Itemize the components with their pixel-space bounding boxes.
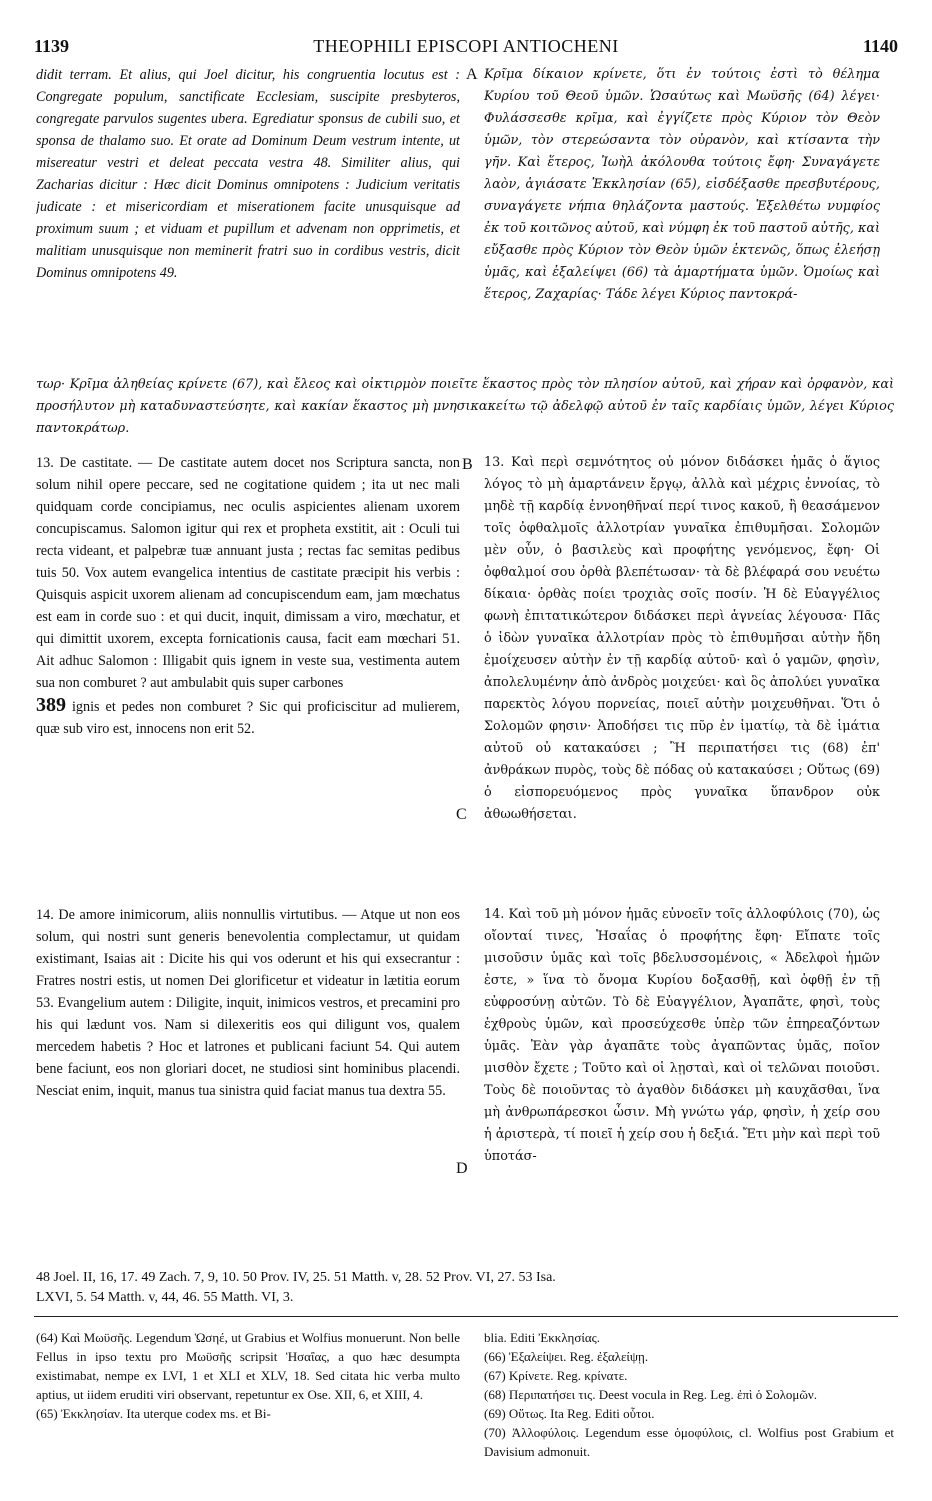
- greek-full-text: τωρ· Κρῖμα ἀληθείας κρίνετε (67), καὶ ἔλεος καὶ οἰκτιρμὸν ποιεῖτε ἕκαστος πρὸς τὸν πλησίον αὐτοῦ, καὶ χήραν καὶ ὀρφανὸν, καὶ προσήλυτον μὴ καταδυναστεύσητε, καὶ κακίαν ἕκαστος μὴ μνησικακείτω τῷ ἀδελφῷ αὐτοῦ ἐν ταῖς καρδίαις ὑμῶν, λέγει Κύριος παντοκράτωρ.: [36, 377, 894, 436]
- footnotes-left: [36, 1328, 460, 1488]
- footnote-66: (66) Ἐξαλείψει. Reg. ἐξαλείψῃ.: [484, 1349, 649, 1364]
- latin-section-14: [36, 904, 460, 1244]
- marker-d: D: [456, 1160, 468, 1177]
- running-title: THEOPHILI EPISCOPI ANTIOCHENI: [313, 36, 619, 56]
- greek-top-text: Κρῖμα δίκαιον κρίνετε, ὅτι ἐν τούτοις ἐστὶ τὸ θέλημα Κυρίου τοῦ Θεοῦ ὑμῶν. Ὡσαύτως καὶ Μωϋσῆς (64) λέγει· Φυλάσσεσθε κρῖμα, καὶ ἐγγίζετε πρὸς Κύριον τὸν Θεὸν ὑμῶν, τὸν στερεώσαντα τὸν οὐρανὸν, καὶ κτίσαντα τὴν γῆν. Καὶ ἕτερος, Ἰωὴλ ἀκόλουθα τούτοις ἔφη· Συναγάγετε λαὸν, ἁγιάσατε Ἐκκλησίαν (65), εἰσδέξασθε πρεσβυτέρους, συναγάγετε νήπια θηλάζοντα μαστούς. Ἐξελθέτω νυμφίος ἐκ τοῦ κοιτῶνος αὐτοῦ, καὶ νύμφη ἐκ τοῦ παστοῦ αὐτῆς, καὶ εὔξασθε πρὸς Κύριον τὸν Θεὸν ὑμῶν ἐκτενῶς, ὅπως ἐλεήσῃ ὑμᾶς, καὶ ἐξαλείψει (66) τὰ ἁμαρτήματα ὑμῶν. Ὁμοίως καὶ ἕτερος, Ζαχαρίας· Τάδε λέγει Κύριος παντοκρά-: [484, 67, 880, 302]
- latin-section-13: [36, 452, 460, 872]
- footnotes-right: [484, 1328, 894, 1488]
- footnote-68: (68) Περιπατήσει τις. Deest vocula in Reg. Leg. ἐπὶ ὁ Σολομῶν.: [484, 1387, 818, 1402]
- right-page-number: 1140: [862, 36, 898, 56]
- scripture-references: [36, 1268, 896, 1308]
- running-header: [34, 36, 898, 60]
- greek-column-top: [484, 64, 880, 374]
- greek-section-14: [484, 904, 880, 1244]
- footnote-64: (64) Καὶ Μωϋσῆς. Legendum Ὡσηέ, ut Grabius et Wolfius monuerunt. Non belle Fellus in ipso textu pro Μωϋσῆς scripsit Ἡσαΐας, a quo hæc desumpta existimabat, nempe ex LVI, 1 et XLI et XLV, 18. Sed citata hic verba multo aptius, ut iidem eruditi viri observant, repetuntur ex Ose. XII, 6, et XIII, 4.: [36, 1330, 460, 1402]
- latin-top-text: didit terram. Et alius, qui Joel dicitur, his congruentia locutus est : Congregate populum, sanctificate Ecclesiam, suscipite presbyteros, congregate parvulos sugentes ubera. Egrediatur sponsus de cubili suo, et sponsa de thalamo suo. Et orate ad Dominum Deum vestrum intente, ut misereatur vestri et deleat peccata vestra 48. Similiter alius, qui Zacharias dicitur : Hæc dicit Dominus omnipotens : Judicium veritatis judicate : et misericordiam et miserationem facite unusquisque ad proximum suum ; et viduam et pupillum et advenam non opprimetis, et malitiam unusquisque non meminerit fratri suo in cordibus vestris, dicit Dominus omnipotens 49.: [36, 67, 460, 281]
- footnote-69: (69) Οὕτως. Ita Reg. Editi οὗτοι.: [484, 1406, 655, 1421]
- greek-13-text: 13. Καὶ περὶ σεμνότητος οὐ μόνον διδάσκει ἡμᾶς ὁ ἅγιος λόγος τὸ μὴ ἁμαρτάνειν ἔργῳ, ἀλλὰ καὶ μέχρις ἐννοίας, τὸ μηδὲ τῇ καρδίᾳ ἐννοηθῆναί περί τινος κακοῦ, ἢ θεασάμενον τοῖς ὀφθαλμοῖς ἀλλοτρίαν γυναῖκα ἐπιθυμῆσαι. Σολομῶν μὲν οὖν, ὁ βασιλεὺς καὶ προφήτης γενόμενος, ἔφη· Οἱ ὀφθαλμοί σου ὀρθὰ βλεπέτωσαν· τὰ δὲ βλέφαρά σου νευέτω δίκαια· ὀρθὰς ποίει τροχιὰς σοῖς ποσίν. Ἡ δὲ Εὐαγγέλιος φωνὴ ἐπιτατικώτερον διδάσκει περὶ ἁγνείας λέγουσα· Πᾶς ὁ ἰδὼν γυναῖκα ἀλλοτρίαν πρὸς τὸ ἐπιθυμῆσαι αὐτὴν ἤδη ἐμοίχευσεν αὐτὴν ἐν τῇ καρδίᾳ αὐτοῦ· καὶ ὁ γαμῶν, φησὶν, ἀπολελυμένην ἀπὸ ἀνδρὸς μοιχεύει· καὶ ὃς ἀπολύει γυναῖκα παρεκτὸς λόγου πορνείας, ποιεῖ αὐτὴν μοιχευθῆναι. Ὅτι ὁ Σολομῶν φησιν· Ἀποδήσει τις πῦρ ἐν ἱματίῳ, τὰ δὲ ἱμάτια αὐτοῦ οὐ κατακαύσει ; Ἢ περιπατήσει τις (68) ἐπ' ἀνθράκων πυρὸς, τοὺς δὲ πόδας οὐ κατακαύσει ; Οὕτως (69) ὁ εἰσπορευόμενος πρὸς γυναῖκα ὕπανδρον οὐκ ἀθωωθήσεται.: [484, 455, 880, 822]
- latin-column-top: [36, 64, 460, 374]
- greek-section-13: [484, 452, 880, 872]
- latin-14-text: 14. De amore inimicorum, aliis nonnullis virtutibus. — Atque ut non eos solum, qui nostri sunt generis benevolentia complectamur, ut quidam existimant, Isaias ait : Dicite his qui vos oderunt et his qui exsecrantur : Fratres nostri estis, ut nomen Dei glorificetur et videatur in lætitia eorum 53. Evangelium autem : Diligite, inquit, inimicos vestros, et precamini pro his qui lædunt vos. Nam si dilexeritis eos qui diligunt vos, qualem mercedem habetis ? Hoc et latrones et publicani faciunt 54. Qui autem bene faciunt, eos non gloriari docet, ne studiosi sint hominibus placendi. Nesciat enim, inquit, manus tua sinistra quid faciat manus tua dextra 55.: [36, 907, 460, 1099]
- marker-c: C: [456, 806, 467, 823]
- references-line-1: 48 Joel. II, 16, 17. 49 Zach. 7, 9, 10. 50 Prov. IV, 25. 51 Matth. v, 28. 52 Prov. VI, 27. 53 Isa.: [36, 1270, 556, 1285]
- latin-13-text: 13. De castitate. — De castitate autem docet nos Scriptura sancta, non solum nihil opere peccare, sed ne cogitatione quidem ; ita ut nec mali quidquam corde concipiamus, nec oculis aspicientes alienam uxorem concupiscamus. Salomon igitur qui rex et propheta exstitit, ait : Oculi tui recta videant, et palpebræ tuæ annuant justa ; rectas fac semitas pedibus tuis 50. Vox autem evangelica intentius de castitate præcipit his verbis : Quisquis aspicit uxorem alienam ad concupiscendum eam, jam mœchatus est eam in corde suo : et qui ducit, inquit, dimissam a viro, mœchatur, et qui dimittit uxorem, excepta fornicationis causa, facit eam mœchari 51. Ait adhuc Salomon : Illigabit quis ignem in veste sua, vestimenta autem sua non comburet ? aut ambulabit quis super carbones: [36, 455, 460, 691]
- marker-b: B: [462, 456, 473, 473]
- greek-full-width: [36, 374, 894, 442]
- column-number: 389: [36, 694, 66, 716]
- latin-13-text-end: ignis et pedes non comburet ? Sic qui proficiscitur ad mulierem, quæ sub viro est, innocens non erit 52.: [36, 699, 460, 737]
- greek-14-text: 14. Καὶ τοῦ μὴ μόνον ἡμᾶς εὐνοεῖν τοῖς ἀλλοφύλοις (70), ὡς οἴονταί τινες, Ἡσαΐας ὁ προφήτης ἔφη· Εἴπατε τοῖς μισοῦσιν ὑμᾶς καὶ τοῖς βδελυσσομένοις, « Ἀδελφοὶ ἡμῶν ἐστε, » ἵνα τὸ ὄνομα Κυρίου δοξασθῇ, καὶ ὀφθῇ ἐν τῇ εὐφροσύνῃ αὐτῶν. Τὸ δὲ Εὐαγγέλιον, Ἀγαπᾶτε, φησὶ, τοὺς ἐχθροὺς ὑμῶν, καὶ προσεύχεσθε ὑπὲρ τῶν ἐπηρεαζόντων ὑμᾶς. Ἐὰν γὰρ ἀγαπᾶτε τοὺς ἀγαπῶντας ὑμᾶς, ποῖον μισθὸν ἔχετε ; Τοῦτο καὶ οἱ λῃσταὶ, καὶ οἱ τελῶναι ποιοῦσι. Τοὺς δὲ ποιοῦντας τὸ ἀγαθὸν διδάσκει μὴ καυχᾶσθαι, ἵνα μὴ ἀνθρωπάρεσκοι ὦσιν. Μὴ γνώτω γάρ, φησὶν, ἡ χείρ σου ἡ ἀριστερὰ, τί ποιεῖ ἡ χείρ σου ἡ δεξιά. Ἔτι μὴν καὶ περὶ τοῦ ὑποτάσ-: [484, 907, 880, 1164]
- footnote-67: (67) Κρίνετε. Reg. κρίνατε.: [484, 1368, 628, 1383]
- references-line-2: LXVI, 5. 54 Matth. v, 44, 46. 55 Matth. VI, 3.: [36, 1290, 294, 1305]
- footnote-right-line: blia. Editi Ἐκκλησίας.: [484, 1330, 601, 1345]
- left-page-number: 1139: [34, 36, 70, 56]
- footnote-divider: [34, 1316, 898, 1317]
- footnote-65: (65) Ἐκκλησίαν. Ita uterque codex ms. et Bi-: [36, 1406, 271, 1421]
- footnote-70: (70) Ἀλλοφύλοις. Legendum esse ὁμοφύλοις, cl. Wolfius post Grabium et Davisium admonuit.: [484, 1425, 894, 1459]
- marker-a: A: [466, 66, 478, 83]
